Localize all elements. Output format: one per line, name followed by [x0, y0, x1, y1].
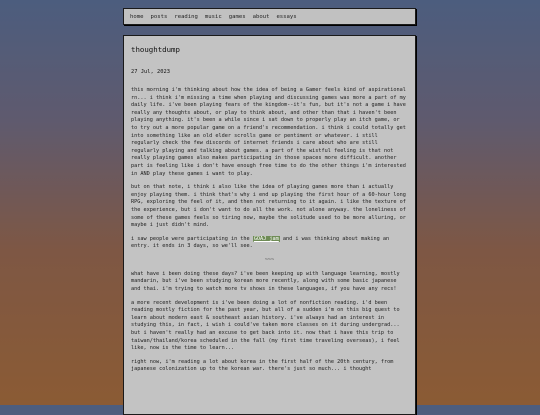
nav-games[interactable]: games [228, 13, 246, 20]
nav-posts[interactable]: posts [150, 13, 168, 20]
nav-music[interactable]: music [204, 13, 222, 20]
post-date: 27 Jul, 2023 [131, 69, 170, 75]
jam-link[interactable]: GOAJ jam [253, 235, 279, 242]
post-paragraph-4: what have i been doing these days? i've been keeping up with language learning, mostly mandarin, but i've been studying korean more recently, along with some basic japanese and thai. i'm trying to watch more tv shows in these languages, if you have any recs! [131, 270, 400, 293]
paragraph-text: i saw people were participating in the [131, 235, 253, 242]
post-paragraph-2: but on that note, i think i also like the idea of playing games more than i actually enjoy playing them. i think that's why i end up playing the first hour of a 60-hour long RPG, exploring the feel of it, and then not returning to it again. i like the texture of the experience, but i don't want to do all the work. not alone anyway. the loneliness of some of these games feels so tiring now, maybe the solitude used to be more alluring, or maybe i just didn't mind. [131, 184, 406, 229]
post-paragraph-3 [131, 236, 408, 251]
nav-home[interactable]: home [130, 13, 144, 20]
section-separator: ~~~ [264, 256, 275, 263]
post-paragraph-1: this morning i'm thinking about how the idea of being a Gamer feels kind of aspirational rn... i think i'm missing a time when playing and discussing games was more a part of my daily life. i've been playing fears of the kingdom--it's fun, but it's not a game i have really any thoughts about, or play to think about, and other than that i haven't been playing anything. it's been a while since i sat down to properly play an itch game, or to try out a more popular game on a friend's recommendation. i think i could totally get into something like an old elder scrolls game or pentiment or whatever. i still regularly check the few discords of internet friends i care about who are still regularly playing and talking about games. a part of the wistful feeling is that not really playing games also makes participating in those spaces more difficult. another part is feeling like i don't have enough free time to do the other things i'm interested in AND play these games i want to play. [131, 87, 406, 177]
top-navigation [123, 8, 416, 25]
nav-about[interactable]: about [252, 13, 270, 20]
nav-essays[interactable]: essays [276, 13, 297, 20]
paragraph-text: and i was thinking about making an entry. it ends in 3 days, so we'll see. [131, 235, 390, 250]
post-paragraph-5: a more recent development is i've been doing a lot of nonfiction reading. i'd been reading mostly fiction for the past year, but all of a sudden i'm on this big quest to learn about modern east & southeast asian history. i've always had an interest in studying this, in fact, i wish i could've taken more classes on it during undergrad... but i haven't really had an excuse to get back into it. now that i have this trip to taiwan/thailand/korea scheduled in the fall (my first time traveling overseas), i feel like, now is the time to learn... [131, 299, 400, 352]
post-card [123, 35, 416, 415]
nav-reading[interactable]: reading [174, 13, 198, 20]
post-title: thoughtdump [131, 45, 180, 54]
post-paragraph-6: right now, i'm reading a lot about korea in the first half of the 20th century, from japanese colonization up to the korean war. there's just so much... i thought [131, 358, 394, 373]
